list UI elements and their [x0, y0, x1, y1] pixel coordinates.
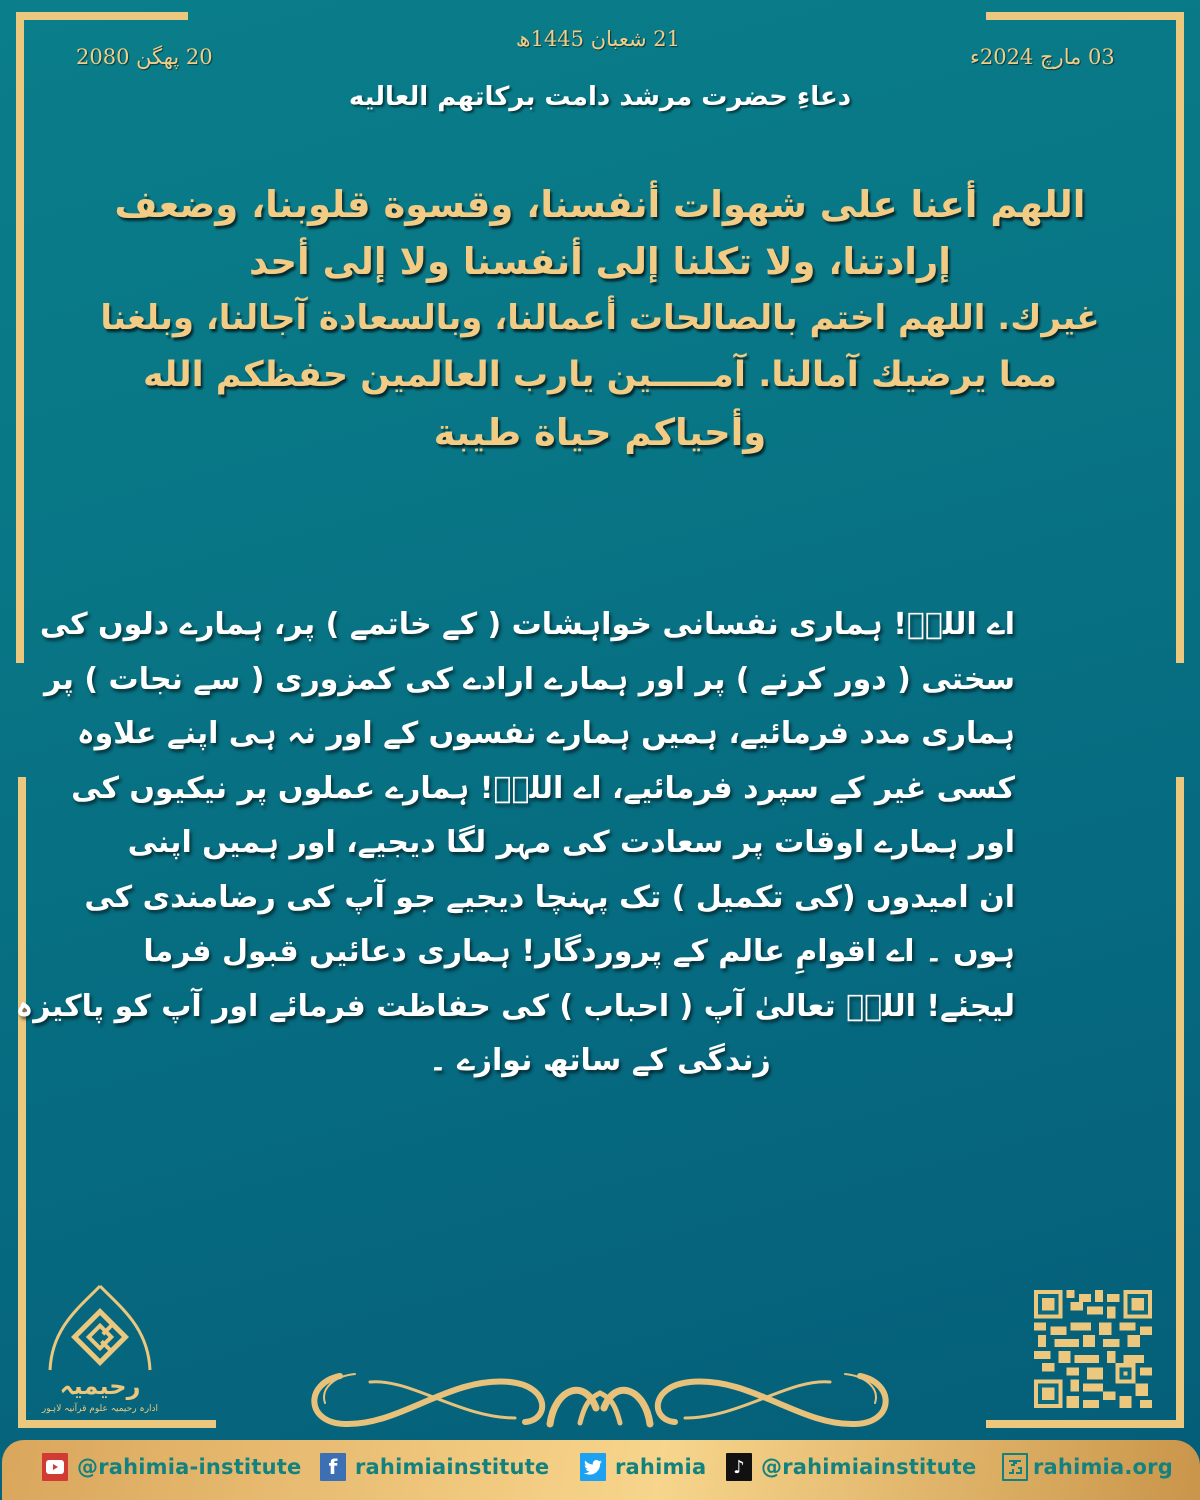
social-youtube[interactable] [42, 1453, 301, 1481]
urdu-line: زندگی کے ساتھ نوازے ۔ [429, 1043, 771, 1078]
twitter-icon [580, 1453, 606, 1481]
page-title: دعاءِ حضرت مرشد دامت برکاتهم العالیه [348, 82, 852, 112]
frame-bottom-left-vertical [18, 777, 26, 1428]
urdu-translation [15, 598, 1015, 1089]
arabic-line: اللهم أعنا على شهوات أنفسنا، وقسوة قلوبنا، وضعف [114, 183, 1086, 226]
qr-code[interactable] [1034, 1290, 1152, 1408]
urdu-line: ان امیدوں (کی تکمیل ) تک پہنچا دیجیے جو آپ کی رضامندی کی [84, 879, 1015, 915]
youtube-handle: @rahimia-institute [77, 1455, 302, 1479]
social-website[interactable] [1002, 1453, 1173, 1481]
bikrami-date: 20 پھگن 2080 [76, 45, 213, 69]
arabic-line: مما يرضيك آمالنا. آمـــــين يارب العالمين حفظكم الله [142, 355, 1058, 395]
frame-top-left-horizontal [16, 12, 188, 20]
tiktok-icon: ♪ [726, 1453, 752, 1481]
facebook-handle: rahimiainstitute [355, 1455, 550, 1479]
facebook-icon: f [320, 1453, 346, 1481]
twitter-handle: rahimia [615, 1455, 707, 1479]
youtube-icon [42, 1453, 68, 1481]
footer-social-bar [2, 1440, 1200, 1500]
dome-icon [40, 1282, 160, 1422]
social-facebook[interactable] [320, 1453, 549, 1481]
social-tiktok[interactable] [726, 1453, 976, 1481]
logo-name: رحیمیہ [59, 1372, 141, 1400]
urdu-line: اے اللہؑ! ہماری نفسانی خواہشات ( کے خاتمے ) پر، ہمارے دلوں کی [39, 607, 1015, 642]
website-icon [1002, 1453, 1028, 1481]
logo-subtitle: ادارہ رحیمیہ علوم قرآنیہ لاہور [41, 1404, 159, 1414]
urdu-line: سختی ( دور کرنے ) پر اور ہمارے ارادے کی کمزوری ( سے نجات ) پر [44, 661, 1015, 697]
arabic-prayer [80, 176, 1120, 461]
urdu-line: لیجئے! اللہؑ تعالیٰ آپ ( احباب ) کی حفاظت فرمائے اور آپ کو پاکیزہ [15, 988, 1015, 1024]
arabic-line: وأحياكم حياة طيبة [433, 411, 767, 454]
urdu-line: کسی غیر کے سپرد فرمائیے، اے اللہؑ! ہمارے عملوں پر نیکیوں کی [71, 770, 1015, 806]
tiktok-handle: @rahimiainstitute [761, 1455, 977, 1479]
website-url: rahimia.org [1033, 1455, 1173, 1479]
frame-top-right-horizontal [986, 12, 1184, 20]
arabic-line: إرادتنا، ولا تكلنا إلى أنفسنا ولا إلى أحد [249, 240, 951, 283]
gregorian-date: 03 مارچ 2024ء [970, 45, 1115, 69]
urdu-line: ہماری مدد فرمائیے، ہمیں ہمارے نفسوں کے اور نہ ہی اپنے علاوہ [77, 716, 1015, 751]
decorative-flourish-icon [300, 1368, 900, 1432]
rahimia-logo [40, 1282, 160, 1422]
social-twitter[interactable] [580, 1453, 706, 1481]
frame-bottom-right-horizontal [986, 1420, 1184, 1428]
hijri-date: 21 شعبان 1445ھ [515, 27, 680, 51]
urdu-line: اور ہمارے اوقات پر سعادت کی مہر لگا دیجیے، اور ہمیں اپنی [127, 825, 1015, 860]
frame-bottom-right-vertical [1176, 777, 1184, 1428]
urdu-line: ہوں ۔ اے اقوامِ عالم کے پروردگار! ہماری دعائیں قبول فرما [143, 934, 1015, 969]
arabic-line: غيرك. اللهم اختم بالصالحات أعمالنا، وبالسعادة آجالنا، وبلغنا [100, 298, 1100, 338]
